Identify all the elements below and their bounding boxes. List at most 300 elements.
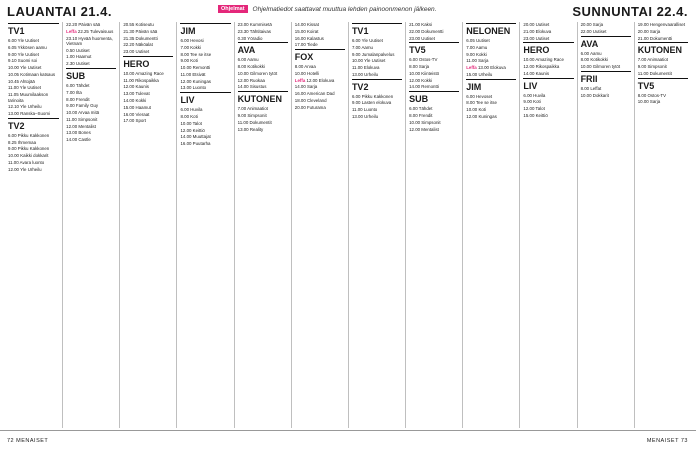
programme-entry (8, 79, 59, 84)
programme-entry (66, 61, 116, 66)
programme-text: 8.00 Arvaa (294, 64, 316, 70)
programme-text: 12.00 Talot (523, 106, 545, 112)
programme-entry (581, 64, 631, 69)
programme-entry (409, 127, 459, 132)
programme-entry (8, 153, 59, 158)
programme-text: 18.00 Cleveland (294, 98, 327, 104)
listing-column (519, 22, 576, 428)
programme-entry (123, 71, 173, 76)
programme-entry (352, 107, 402, 112)
programme-entry (523, 29, 573, 34)
programme-entry (66, 110, 116, 115)
pick-label: Leffa (66, 28, 77, 34)
programme-entry (352, 45, 402, 50)
programme-entry (581, 29, 631, 34)
programme-text: 10.00 Sarja (637, 99, 661, 105)
programme-text: 23.00 Uutiset (409, 35, 435, 41)
programme-text: 6.00 Ostos-TV (409, 57, 438, 63)
programme-entry (295, 91, 345, 96)
programme-entry (66, 117, 116, 122)
programme-text: 17.00 Tiede (294, 42, 318, 48)
programme-text: 10.00 Arvaa mitä (66, 110, 100, 116)
listing-column (577, 22, 634, 428)
programme-text: 10.00 Amazing Race (123, 70, 164, 76)
programme-entry (8, 92, 59, 103)
folio-right: MENAISET 73 (646, 438, 688, 444)
programme-entry (180, 85, 230, 90)
programme-entry (66, 137, 116, 142)
programme-entry (8, 85, 59, 90)
programme-text: 8.00 Kotikokki (237, 64, 265, 70)
programme-entry (123, 118, 173, 123)
channel-heading: AVA (581, 36, 631, 49)
programme-entry (8, 52, 59, 57)
programme-entry (352, 38, 402, 43)
listing-column (348, 22, 405, 428)
programme-entry (238, 106, 288, 111)
programme-entry (295, 36, 345, 41)
programme-entry (8, 38, 59, 43)
programme-text: 11.00 Sarja (466, 58, 489, 64)
programme-text: 8.00 Ostos-TV (637, 92, 667, 98)
programme-text: 9.00 Family Guy (66, 103, 99, 109)
programme-text: 12.00 Kaunis (123, 84, 149, 90)
programme-text: 20.55 Kotiseutu (123, 22, 154, 27)
programme-entry (180, 38, 230, 43)
programme-text: 10.05 Kotimaan katsaus (8, 71, 56, 77)
listing-column (119, 22, 176, 428)
programme-text: 12.00 Mentalist (409, 126, 439, 132)
channel-heading: KUTONEN (638, 42, 688, 55)
programme-entry (295, 22, 345, 27)
programme-entry (409, 71, 459, 76)
programme-text: 6.00 Hevosi (180, 38, 204, 43)
channel-heading: JIM (180, 23, 230, 36)
programme-entry (123, 78, 173, 83)
programme-text: 15.00 Koirat (294, 28, 319, 34)
programme-text: 9.00 Jumalanpalvelus (351, 51, 395, 57)
programme-entry (466, 72, 516, 77)
pick-label: Leffa (466, 65, 477, 71)
programme-entry (466, 58, 516, 63)
programme-entry (581, 86, 631, 91)
programme-text: 6.00 Tähdet (66, 82, 90, 88)
programme-entry (66, 48, 116, 53)
programme-text: 23.30 Tähtitaivas (237, 28, 271, 34)
page-header (0, 0, 696, 22)
programme-entry (638, 99, 688, 104)
programme-text: 8.00 Koti (180, 114, 198, 120)
programme-text: 22.00 Dokumentti (409, 28, 444, 34)
programme-entry (180, 65, 230, 70)
programme-entry (8, 140, 59, 145)
channel-heading: TV1 (352, 23, 402, 36)
programme-text: 15.00 Urheilu (466, 71, 493, 77)
programme-text: 9.00 Yle Uutiset (8, 51, 39, 57)
programme-text: 8.25 Ihmemaa (8, 139, 37, 145)
programme-text: 13.00 Reality (237, 126, 264, 132)
programme-text: 8.00 Frendit (409, 113, 433, 119)
programme-entry (180, 141, 230, 146)
channel-heading: LIV (180, 92, 230, 105)
programme-text: 9.00 Simpsonit (237, 113, 267, 119)
programme-text: 23.10 Hyvää huomenta, Vietnam (66, 35, 113, 46)
programme-text: 10.00 Gilmoren tytöt (580, 64, 621, 70)
programme-text: 1.00 Haamut (66, 54, 92, 60)
programme-entry (180, 134, 230, 139)
programme-entry (466, 38, 516, 43)
programme-entry (123, 49, 173, 54)
programme-text: 20.00 Futurama (294, 104, 326, 110)
programme-entry (8, 58, 59, 63)
programme-entry (523, 113, 573, 118)
programme-entry (66, 97, 116, 102)
programme-text: 12.00 Ruokaa (237, 77, 265, 83)
programme-text: 14.00 Kissat (294, 22, 319, 27)
programme-entry (180, 107, 230, 112)
programme-text: 12.00 Yle Urheilu (8, 166, 42, 172)
programme-entry (66, 103, 116, 108)
programme-text: 13.00 Bones (66, 130, 91, 136)
programme-text: 21.00 Elokuva (523, 28, 552, 34)
programme-entry (523, 71, 573, 76)
programme-entry (295, 71, 345, 76)
programme-text: 6.00 Yle Uutiset (351, 38, 383, 43)
programme-entry (638, 64, 688, 69)
programme-text: 22.25 Tulevaisuus (77, 28, 114, 34)
programme-entry (523, 22, 573, 27)
programme-text: 10.00 Talot (180, 120, 202, 126)
programme-text: 21.00 Dokumentti (637, 35, 673, 41)
programme-text: 0.30 Yöradio (237, 35, 263, 41)
page-footer (0, 430, 696, 450)
programme-text: 20.00 Uutiset (523, 22, 550, 27)
programme-entry (66, 22, 116, 27)
programme-text: 11.00 Yle Uutiset (8, 85, 42, 91)
programme-text: 13.00 Urheilu (351, 71, 379, 77)
programme-text: 21.30 Päivän sää (123, 28, 158, 34)
programme-entry (238, 64, 288, 69)
programme-text: 8.00 Kotikokki (580, 57, 608, 63)
programme-entry (581, 51, 631, 56)
programme-text: 16.00 American Dad (294, 91, 335, 97)
programme-text: 21.00 Kaksi (409, 22, 433, 27)
programme-entry (180, 114, 230, 119)
programme-entry (238, 29, 288, 34)
programme-entry (523, 64, 573, 69)
programme-text: 22.20 Päivän sää (66, 22, 101, 27)
programme-text: 14.00 Muuttajat (180, 134, 211, 140)
programme-entry (66, 36, 116, 47)
programme-text: 14.00 Castle (66, 137, 91, 143)
programme-entry (409, 64, 459, 69)
programme-entry (238, 22, 288, 27)
programme-text: 10.00 Koti (466, 107, 487, 113)
channel-heading: HERO (123, 56, 173, 69)
programme-entry (238, 71, 288, 76)
programme-entry (123, 84, 173, 89)
programme-entry (409, 22, 459, 27)
programme-text: 13.00 Tulevat (123, 91, 150, 97)
programme-entry (66, 130, 116, 135)
programme-entry (123, 42, 173, 47)
programme-text: 9.00 Lasten elokuva (351, 100, 392, 106)
programme-entry (8, 160, 59, 165)
channel-heading: FRII (581, 71, 631, 84)
programme-entry (8, 65, 59, 70)
programme-entry (238, 84, 288, 89)
programme-entry (180, 45, 230, 50)
channel-heading: KUTONEN (238, 91, 288, 104)
programme-text: 8.00 Sarja (409, 64, 430, 70)
programme-entry (523, 106, 573, 111)
programme-text: 15.00 Haamut (123, 104, 151, 110)
programme-text: 12.10 Yle Urheilu (8, 104, 42, 110)
programme-entry (638, 57, 688, 62)
day-heading-saturday: LAUANTAI 21.4. (7, 4, 112, 19)
programme-text: 7.00 Ilta (66, 89, 82, 95)
programme-entry (180, 52, 230, 57)
programme-entry (8, 72, 59, 77)
programme-entry (66, 124, 116, 129)
programme-text: 6.00 Pikku Kakkonen (351, 93, 394, 99)
listing-column (634, 22, 691, 428)
programme-entry (352, 94, 402, 99)
programme-text: 15.00 Keittiö (523, 113, 548, 119)
programme-entry (409, 113, 459, 118)
channel-heading: JIM (466, 79, 516, 92)
header-notice (218, 5, 436, 13)
programme-entry (409, 84, 459, 89)
channel-heading: SUB (66, 68, 116, 81)
programme-entry (295, 29, 345, 34)
programme-entry (352, 65, 402, 70)
programme-text: 2.30 Uutiset (66, 61, 90, 67)
programme-text: 10.00 Remontti (180, 65, 211, 71)
programme-entry (66, 29, 116, 34)
programme-text: 11.00 Dokumentit (637, 70, 672, 76)
programme-entry (295, 84, 345, 89)
programme-text: 13.00 Elokuva (477, 65, 506, 71)
programme-text: 14.00 Kaunis (523, 70, 550, 76)
programme-entry (523, 36, 573, 41)
programme-text: 12.00 Rikospaikka (523, 64, 560, 70)
programme-entry (409, 36, 459, 41)
programme-entry (581, 22, 631, 27)
programme-entry (123, 91, 173, 96)
pick-label: Leffa (294, 77, 306, 83)
programme-text: 10.00 Kiinteistö (409, 70, 440, 76)
programme-text: 14.00 Sarja (294, 84, 318, 90)
programme-entry (352, 72, 402, 77)
programme-entry (8, 111, 59, 116)
channel-heading: AVA (238, 42, 288, 55)
programme-text: 8.00 Tee se itse (180, 51, 212, 57)
programme-text: 11.00 Dokumentit (237, 119, 272, 125)
programme-text: 22.00 Uutiset (580, 28, 607, 34)
programme-text: 14.00 Kokki (123, 98, 147, 104)
listing-column (462, 22, 519, 428)
programme-text: 7.00 Aamu (351, 44, 373, 50)
listing-column (176, 22, 233, 428)
programme-text: 10.00 Kaikki dokkarit (8, 153, 49, 159)
programme-entry (295, 78, 345, 83)
programme-entry (466, 107, 516, 112)
programme-entry (581, 57, 631, 62)
programme-entry (123, 22, 173, 27)
programme-entry (638, 93, 688, 98)
programme-text: 23.00 Uutiset (523, 35, 550, 41)
programme-text: 19.00 Hengenvaaralliset (637, 22, 686, 27)
programme-text: 6.00 Aamu (580, 50, 602, 56)
programme-entry (123, 112, 173, 117)
programme-entry (295, 64, 345, 69)
programme-entry (238, 113, 288, 118)
programme-entry (8, 45, 59, 50)
channel-heading: HERO (523, 42, 573, 55)
programme-text: 21.35 Dokumentti (123, 35, 158, 41)
programme-text: 10.00 Hotelli (294, 70, 320, 76)
programme-entry (409, 29, 459, 34)
programme-text: 8.00 Leffat (580, 85, 602, 91)
programme-entry (352, 58, 402, 63)
programme-entry (66, 54, 116, 59)
programme-text: 16.00 Puutarha (180, 141, 211, 147)
programme-entry (66, 83, 116, 88)
programme-text: 9.10 Suomi soi (8, 58, 38, 64)
programme-text: 6.00 Pikku Kakkonen (8, 132, 50, 138)
programme-text: 12.00 Elokuva (306, 77, 335, 83)
programme-text: 11.00 Elokuva (351, 65, 380, 71)
programme-entry (123, 105, 173, 110)
programme-entry (523, 93, 573, 98)
listing-column (405, 22, 462, 428)
section-badge: Ohjelmat (218, 5, 248, 13)
programme-entry (466, 52, 516, 57)
programme-entry (466, 65, 516, 70)
listing-columns (5, 22, 691, 428)
programme-entry (180, 128, 230, 133)
programme-text: 6.00 Huvila (523, 92, 546, 98)
programme-text: 13.00 Urheilu (351, 114, 379, 120)
programme-entry (8, 133, 59, 138)
programme-text: 6.00 Hevoset (466, 93, 493, 99)
programme-text: 11.00 Simpsonit (66, 116, 98, 122)
programme-text: 7.00 Kokki (180, 44, 201, 50)
programme-entry (295, 105, 345, 110)
programme-text: 10.00 Dokkarit (580, 92, 609, 98)
programme-text: 17.00 Sport (123, 118, 147, 124)
programme-entry (180, 72, 230, 77)
programme-text: 11.05 Muumilaakson tarinoita (8, 92, 49, 103)
channel-heading: TV2 (352, 79, 402, 92)
programme-entry (638, 22, 688, 27)
programme-text: 8.00 Tee se itse (466, 100, 497, 106)
programme-text: 6.00 Huvila (180, 107, 203, 113)
programme-text: 7.00 Animaatiot (237, 106, 268, 112)
programme-entry (523, 57, 573, 62)
programme-text: 10.00 Gilmoren tytöt (237, 70, 278, 76)
programme-text: 11.00 Rikospaikka (123, 77, 159, 83)
programme-text: 16.00 Kalastus (294, 35, 324, 41)
programme-entry (295, 42, 345, 47)
programme-text: 14.00 Sisustus (237, 84, 267, 90)
programme-text: 14.00 Remontti (409, 84, 439, 90)
programme-entry (123, 36, 173, 41)
programme-text: 10.00 Yle Uutiset (8, 65, 42, 71)
programme-entry (638, 36, 688, 41)
programme-entry (238, 127, 288, 132)
channel-heading: TV1 (8, 23, 59, 36)
day-heading-sunday: SUNNUNTAI 22.4. (572, 4, 688, 19)
programme-text: 22.20 Näköalat (123, 42, 153, 48)
programme-entry (8, 146, 59, 151)
programme-entry (352, 100, 402, 105)
programme-text: 10.00 Yle Uutiset (351, 58, 386, 64)
listing-column (291, 22, 348, 428)
programme-text: 20.00 Sarja (637, 28, 661, 34)
programme-text: 6.00 Aamu (237, 57, 259, 63)
programme-text: 0.50 Uutiset (66, 47, 90, 53)
programme-entry (466, 94, 516, 99)
programme-text: 20.00 Sarja (580, 22, 604, 27)
programme-entry (409, 106, 459, 111)
programme-text: 12.00 Kokki (409, 77, 433, 83)
programme-entry (8, 104, 59, 109)
programme-text: 8.00 Frendit (66, 96, 90, 102)
programme-text: 12.00 Kuningas (180, 78, 211, 84)
programme-entry (638, 29, 688, 34)
programme-text: 11.00 Etsivät (180, 71, 206, 77)
programme-entry (409, 78, 459, 83)
programme-text: 11.00 Luonto (351, 107, 378, 113)
listing-column (62, 22, 119, 428)
programme-entry (295, 98, 345, 103)
folio-left: 72 MENAISET (7, 438, 49, 444)
programme-text: 6.05 Uutiset (466, 38, 490, 43)
programme-text: 13.00 Luonto (180, 85, 207, 91)
programme-text: 6.05 Ykkösen aamu (8, 44, 47, 50)
programme-text: 9.00 Koti (180, 58, 198, 64)
programme-entry (352, 114, 402, 119)
programme-entry (123, 29, 173, 34)
programme-entry (523, 99, 573, 104)
programme-text: 12.00 Keittiö (180, 127, 205, 133)
programme-entry (123, 98, 173, 103)
programme-entry (238, 57, 288, 62)
programme-text: 11.00 Avara luonto (8, 160, 45, 165)
programme-text: 9.00 Simpsonit (637, 64, 667, 70)
programme-text: 9.00 Pikku Kakkonen (8, 146, 50, 152)
programme-text: 13.00 Ranska–Suomi (8, 111, 50, 117)
programme-text: 12.00 Mentalist (66, 123, 96, 129)
programme-entry (352, 52, 402, 57)
programme-entry (180, 79, 230, 84)
channel-heading: FOX (295, 49, 345, 62)
channel-heading: SUB (409, 91, 459, 104)
programme-text: 9.00 Kokki (466, 51, 487, 57)
channel-heading: TV5 (638, 78, 688, 91)
programme-entry (66, 90, 116, 95)
programme-entry (238, 120, 288, 125)
programme-entry (238, 36, 288, 41)
programme-entry (180, 58, 230, 63)
header-disclaimer: Ohjelmatiedot saattavat muuttua lehden painoonmenon jälkeen. (252, 5, 437, 13)
programme-text: 7.00 Animaatiot (637, 57, 668, 63)
programme-text: 10.00 Amazing Race (523, 57, 564, 63)
programme-text: 16.00 Vieraat (123, 111, 150, 117)
programme-text: 7.00 Aamu (466, 44, 488, 50)
